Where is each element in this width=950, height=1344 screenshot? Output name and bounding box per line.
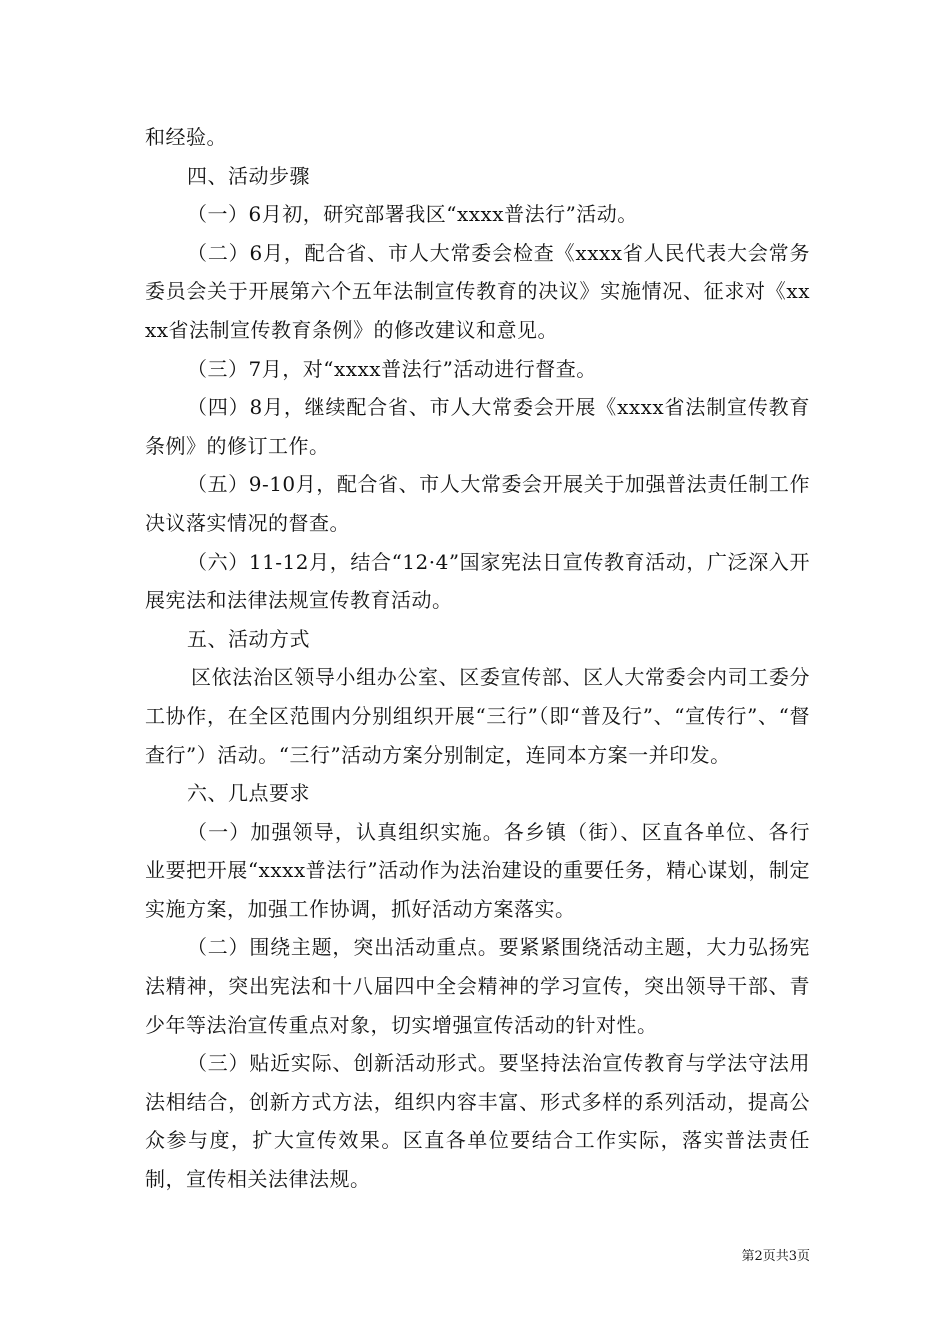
- step-item-6: （六）11-12月，结合“12·4”国家宪法日宣传教育活动，广泛深入开展宪法和法律法规宣传教育活动。: [145, 549, 810, 613]
- step-item-2: （二）6月，配合省、市人大常委会检查《xxxx省人民代表大会常务委员会关于开展第六个五年法制宣传教育的决议》实施情况、征求对《xxxx省法制宣传教育条例》的修改建议和意见。: [145, 240, 810, 342]
- methods-paragraph: 区依法治区领导小组办公室、区委宣传部、区人大常委会内司工委分工协作，在全区范围内分别组织开展“三行”（即“普及行”、“宣传行”、“督查行”）活动。“三行”活动方案分别制定，连同本方案一并印发。: [145, 665, 810, 767]
- requirement-item-2: （二）围绕主题，突出活动重点。要紧紧围绕活动主题，大力弘扬宪法精神，突出宪法和十八届四中全会精神的学习宣传，突出领导干部、青少年等法治宣传重点对象，切实增强宣传活动的针对性。: [145, 935, 810, 1037]
- requirement-item-3: （三）贴近实际、创新活动形式。要坚持法治宣传教育与学法守法用法相结合，创新方式方法，组织内容丰富、形式多样的系列活动，提高公众参与度，扩大宣传效果。区直各单位要结合工作实际，落实普法责任制，宣传相关法律法规。: [145, 1051, 810, 1192]
- section-heading-steps: 四、活动步骤: [187, 163, 310, 188]
- step-item-3: （三）7月，对“xxxx普法行”活动进行督查。: [187, 356, 597, 381]
- section-heading-methods: 五、活动方式: [187, 626, 310, 651]
- paragraph-continuation: 和经验。: [145, 125, 227, 149]
- step-item-1: （一）6月初，研究部署我区“xxxx普法行”活动。: [187, 202, 638, 227]
- document-body: [145, 118, 810, 1199]
- section-heading-requirements: 六、几点要求: [187, 781, 310, 806]
- requirement-item-1: （一）加强领导，认真组织实施。各乡镇（街）、区直各单位、各行业要把开展“xxxx普法行”活动作为法治建设的重要任务，精心谋划，制定实施方案，加强工作协调，抓好活动方案落实。: [145, 819, 810, 921]
- page-number-footer: 第2页共3页: [741, 1249, 810, 1264]
- step-item-5: （五）9-10月，配合省、市人大常委会开展关于加强普法责任制工作决议落实情况的督查。: [145, 472, 810, 535]
- step-item-4: （四）8月，继续配合省、市人大常委会开展《xxxx省法制宣传教育条例》的修订工作。: [145, 395, 810, 458]
